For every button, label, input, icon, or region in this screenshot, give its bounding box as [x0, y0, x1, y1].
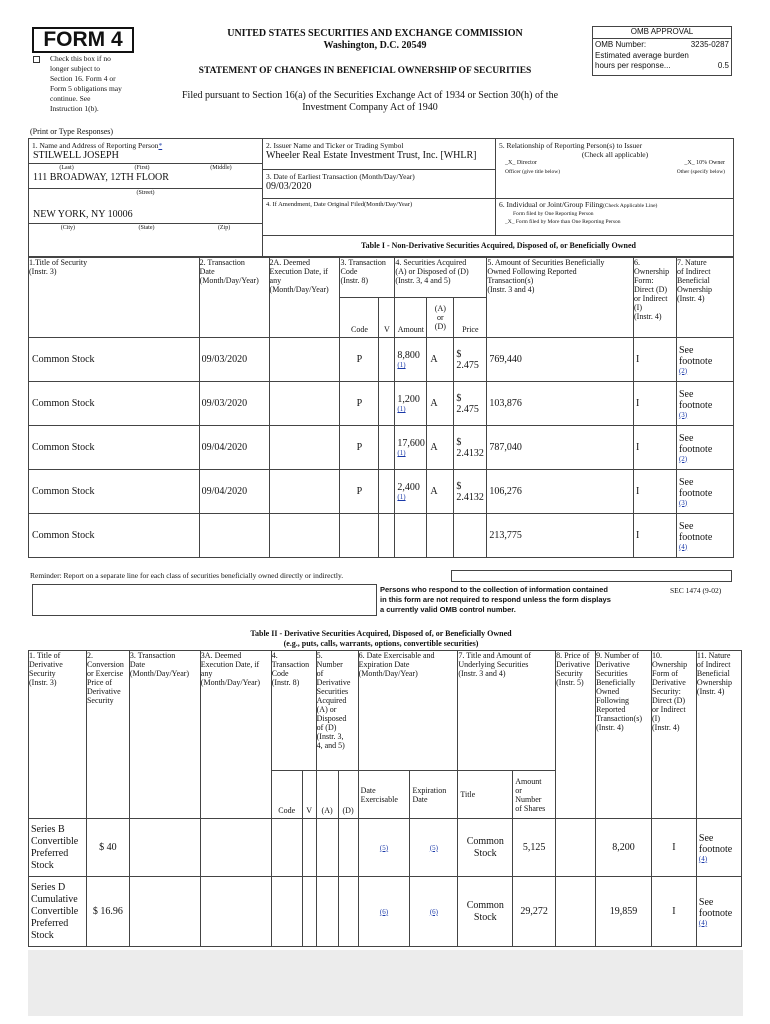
ownership-form: I — [633, 470, 676, 514]
amount — [395, 514, 427, 558]
table1-row — [29, 470, 734, 514]
expiration-footnote-link[interactable]: (5) — [429, 843, 438, 852]
t1-header-form: 6. Ownership Form: Direct (D) or Indirect (I) (Instr. 4) — [633, 258, 676, 338]
transaction-date: 09/04/2020 — [199, 470, 269, 514]
transaction-code: P — [340, 426, 379, 470]
transaction-code — [271, 819, 302, 877]
t1-header-code: 3. Transaction Code (Instr. 8) — [340, 258, 395, 298]
nature-of-ownership: See footnote (4) — [696, 877, 741, 947]
amount-owned: 106,276 — [487, 470, 634, 514]
v-flag — [379, 426, 395, 470]
checkbox[interactable] — [33, 56, 40, 63]
nature-of-ownership: See footnote (3) — [676, 382, 733, 426]
reminder-box-left — [32, 584, 377, 616]
amount-footnote-link[interactable]: (1) — [397, 493, 406, 501]
expiration-date — [410, 819, 458, 877]
agency-location: Washington, D.C. 20549 — [323, 40, 427, 51]
acquired-disposed — [427, 514, 454, 558]
v-flag — [302, 877, 316, 947]
t1-header-owned: 5. Amount of Securities Beneficially Owned Following Reported Transaction(s) (Instr. 3 and 4) — [487, 258, 634, 338]
amount: 17,600 (1) — [395, 426, 427, 470]
reporting-person-name: STILWELL JOSEPH — [33, 150, 119, 161]
price: $ 2.475 — [454, 382, 487, 426]
table2-subtitle: (e.g., puts, calls, warrants, options, convertible securities) — [283, 639, 479, 648]
v-flag — [379, 382, 395, 426]
v-flag — [379, 338, 395, 382]
disposed — [338, 877, 358, 947]
table2-title: Table II - Derivative Securities Acquired, Disposed of, or Beneficially Owned — [250, 629, 512, 638]
underlying-amount: 5,125 — [513, 819, 556, 877]
ownership-form: I — [633, 514, 676, 558]
amount-footnote-link[interactable]: (1) — [397, 361, 406, 369]
table1-row — [29, 514, 734, 558]
acquired-disposed: A — [427, 338, 454, 382]
table2-row — [29, 877, 742, 947]
form-title-box — [32, 27, 134, 53]
amount: 1,200 (1) — [395, 382, 427, 426]
ownership-form: I — [633, 382, 676, 426]
derivative-title: Series D Cumulative Convertible Preferred Stock — [29, 877, 87, 947]
amount-footnote-link[interactable]: (1) — [397, 405, 406, 413]
acquired-disposed: A — [427, 426, 454, 470]
deemed-date — [269, 338, 340, 382]
security-title: Common Stock — [29, 514, 200, 558]
price: $ 2.4132 — [454, 426, 487, 470]
table2-row — [29, 819, 742, 877]
t1-header-acquired: 4. Securities Acquired (A) or Disposed of (D) (Instr. 3, 4 and 5) — [395, 258, 487, 298]
security-title: Common Stock — [29, 338, 200, 382]
table1-row — [29, 426, 734, 470]
nature-footnote-link[interactable]: (3) — [678, 498, 688, 507]
deemed-date — [269, 382, 340, 426]
v-flag — [379, 514, 395, 558]
exercisable-footnote-link[interactable]: (6) — [379, 907, 389, 916]
acquired-disposed: A — [427, 382, 454, 426]
transaction-date — [129, 819, 200, 877]
transaction-date — [129, 877, 200, 947]
nature-of-ownership: See footnote (4) — [696, 819, 741, 877]
reporting-address: 111 BROADWAY, 12TH FLOOR — [33, 172, 169, 183]
underlying-title: Common Stock — [458, 819, 513, 877]
amount-owned: 213,775 — [487, 514, 634, 558]
v-flag — [302, 819, 316, 877]
nature-of-ownership: See footnote (4) — [676, 514, 733, 558]
name-footnote-link[interactable]: * — [158, 141, 163, 150]
deemed-date — [269, 426, 340, 470]
deemed-date — [200, 877, 271, 947]
page-footer-band — [28, 950, 743, 1016]
print-note: (Print or Type Responses) — [30, 127, 114, 136]
table1-title: Table I - Non-Derivative Securities Acquired, Disposed of, or Beneficially Owned — [263, 235, 734, 256]
nature-footnote-link[interactable]: (3) — [678, 410, 688, 419]
deemed-date — [269, 514, 340, 558]
reminder-box-right — [451, 570, 732, 582]
t1-header-date: 2. Transaction Date (Month/Day/Year) — [199, 258, 269, 338]
t1-header-nature: 7. Nature of Indirect Beneficial Ownership (Instr. 4) — [676, 258, 733, 338]
table1: 1.Title of Security (Instr. 3) 2. Transaction Date (Month/Day/Year) 2A. Deemed Execution Date, if any (Month/Day/Year) 3. Transaction Code (Instr. 8) 4. Securities Acquired (A) or Disposed of (D) (Instr. 3, 4 and 5) 5. Amount of Securities Beneficially Owned Following Reported Transaction(s) (Instr. 3 and 4) 6. Ownership Form: Direct (D) or Indirect (I) (Instr. 4) 7. Nature of Indirect Beneficial Ownership (Instr. 4) Code V Amount (A) or (D) Price Common Stock 09/03/2020 P 8,800 (1) A $ 2.475 769,440 I See footnote (2) Common Stock 09/03/2020 P 1,200 (1) A $ 2.475 103,876 I See footnote (3) Common Stock 09/04/2020 P 17,600 (1) A $ 2.4132 787,040 I See footnote (2) Common Stock 09/04/2020 P 2,400 (1) A $ 2.4132 106,276 I See footnote (3) Common Stock 213,775 I See footnote (4) — [28, 257, 734, 558]
deemed-date — [269, 470, 340, 514]
transaction-code: P — [340, 338, 379, 382]
statement-title: STATEMENT OF CHANGES IN BENEFICIAL OWNERSHIP OF SECURITIES — [198, 66, 532, 76]
date-exercisable — [358, 819, 410, 877]
t1-header-title: 1.Title of Security (Instr. 3) — [29, 258, 200, 338]
omb-box: OMB APPROVAL OMB Number: 3235-0287 Estimated average burden hours per response... 0.5 — [592, 26, 732, 76]
omb-number: 3235-0287 — [690, 40, 729, 49]
nature-of-ownership: See footnote (3) — [676, 470, 733, 514]
underlying-amount: 29,272 — [513, 877, 556, 947]
price: $ 2.475 — [454, 338, 487, 382]
date-exercisable — [358, 877, 410, 947]
expiration-date — [410, 877, 458, 947]
ownership-form: I — [633, 426, 676, 470]
amount-footnote-link[interactable]: (1) — [397, 449, 406, 457]
nature-of-ownership: See footnote (2) — [676, 426, 733, 470]
t1-header-deemed: 2A. Deemed Execution Date, if any (Month/Day/Year) — [269, 258, 340, 338]
security-title: Common Stock — [29, 470, 200, 514]
nature-footnote-link[interactable]: (4) — [698, 854, 708, 863]
ownership-form: I — [652, 819, 697, 877]
earliest-transaction-date: 09/03/2020 — [266, 181, 312, 192]
table1-row — [29, 338, 734, 382]
filed-pursuant: Filed pursuant to Section 16(a) of the Securities Exchange Act of 1934 or Section 30(h) of the — [181, 90, 559, 101]
deemed-date — [200, 819, 271, 877]
acquired — [316, 877, 338, 947]
checkbox-text: Check this box if no longer subject to Section 16. Form 4 or Form 5 obligations may continue. See Instruction 1(b). — [50, 54, 122, 113]
amount: 2,400 (1) — [395, 470, 427, 514]
persons-notice: Persons who respond to the collection of information contained — [380, 585, 608, 594]
expiration-footnote-link[interactable]: (6) — [429, 907, 438, 916]
amount-owned: 769,440 — [487, 338, 634, 382]
nature-of-ownership: See footnote (2) — [676, 338, 733, 382]
security-title: Common Stock — [29, 426, 200, 470]
ownership-form: I — [652, 877, 697, 947]
v-flag — [379, 470, 395, 514]
derivative-price — [556, 819, 596, 877]
amount: 8,800 (1) — [395, 338, 427, 382]
amount-owned: 787,040 — [487, 426, 634, 470]
transaction-date: 09/04/2020 — [199, 426, 269, 470]
derivative-title: Series B Convertible Preferred Stock — [29, 819, 87, 877]
form-title: FORM 4 — [43, 28, 123, 51]
nature-footnote-link[interactable]: (2) — [678, 454, 688, 463]
conversion-price: $ 40 — [86, 819, 129, 877]
transaction-date: 09/03/2020 — [199, 382, 269, 426]
nature-footnote-link[interactable]: (4) — [678, 542, 688, 551]
sec-number: SEC 1474 (9-02) — [670, 586, 722, 595]
price: $ 2.4132 — [454, 470, 487, 514]
amount-owned: 103,876 — [487, 382, 634, 426]
conversion-price: $ 16.96 — [86, 877, 129, 947]
transaction-code — [340, 514, 379, 558]
derivative-price — [556, 877, 596, 947]
transaction-code: P — [340, 470, 379, 514]
acquired — [316, 819, 338, 877]
table1-row — [29, 382, 734, 426]
price — [454, 514, 487, 558]
derivative-owned: 8,200 — [596, 819, 652, 877]
issuer-name: Wheeler Real Estate Investment Trust, Inc. [WHLR] — [266, 150, 477, 161]
agency-name: UNITED STATES SECURITIES AND EXCHANGE COMMISSION — [227, 28, 523, 39]
nature-footnote-link[interactable]: (4) — [698, 918, 708, 927]
exercisable-footnote-link[interactable]: (5) — [379, 843, 389, 852]
nature-footnote-link[interactable]: (2) — [678, 366, 688, 375]
reporting-block: 1. Name and Address of Reporting Person* STILWELL JOSEPH (Last) (First) (Middle) 111 BROADWAY, 12TH FLOOR (Street) NEW YORK, NY 10006 (City) (State) (Zip) 2. Issuer Name and Ticker or Trading Symbol Wheeler Real Estate Investment Trust, Inc. [WHLR] 3. Date of Earliest Transaction (Month/Day/Year) 09/03/2020 4. If Amendment, Date Original Filed(Month/Day/Year) 5. Relationship of Reporting Person(s) to Issuer (Check all applicable) _X_ Director _X_ 10% Owner Officer (give title below) Other (specify below) 6. Individual or Joint/Group Filing(Check Applicable Line) Form filed by One Reporting Person _X_ Form filed by More than One Reporting Person Table I - Non-Derivative Securities Acquired, Disposed of, or Beneficially Owned — [28, 138, 734, 257]
ownership-form: I — [633, 338, 676, 382]
acquired-disposed: A — [427, 470, 454, 514]
derivative-owned: 19,859 — [596, 877, 652, 947]
reporting-city-state-zip: NEW YORK, NY 10006 — [33, 209, 133, 220]
reminder-text: Reminder: Report on a separate line for each class of securities beneficially owned directly or indirectly. — [30, 571, 344, 580]
table2: 1. Title of Derivative Security (Instr. 3) 2. Conversion or Exercise Price of Derivative Security 3. Transaction Date (Month/Day/Year) 3A. Deemed Execution Date, if any (Month/Day/Year) 4. Transaction Code (Instr. 8) 5. Number of Derivative Securities Acquired (A) or Disposed of (D) (Instr. 3, 4, and 5) 6. Date Exercisable and Expiration Date (Month/Day/Year) 7. Title and Amount of Underlying Securities (Instr. 3 and 4) 8. Price of Derivative Security (Instr. 5) 9. Number of Derivative Securities Beneficially Owned Following Reported Transaction(s) (Instr. 4) 10. Ownership Form of Derivative Security: Direct (D) or Indirect (I) (Instr. 4) 11. Nature of Indirect Beneficial Ownership (Instr. 4) Code V (A) (D) Date Exercisable Expiration Date Title Amount or Number of Shares Series B Convertible Preferred Stock $ 40 (5) (5) Common Stock 5,125 8,200 I See footnote (4) Series D Cumulative Convertible Preferred Stock $ 16.96 (6) (6) Common Stock 29,272 19,859 I See footnote (4) — [28, 650, 742, 947]
omb-title: OMB APPROVAL — [593, 27, 731, 39]
transaction-date: 09/03/2020 — [199, 338, 269, 382]
security-title: Common Stock — [29, 382, 200, 426]
underlying-title: Common Stock — [458, 877, 513, 947]
transaction-code: P — [340, 382, 379, 426]
transaction-date — [199, 514, 269, 558]
transaction-code — [271, 877, 302, 947]
disposed — [338, 819, 358, 877]
